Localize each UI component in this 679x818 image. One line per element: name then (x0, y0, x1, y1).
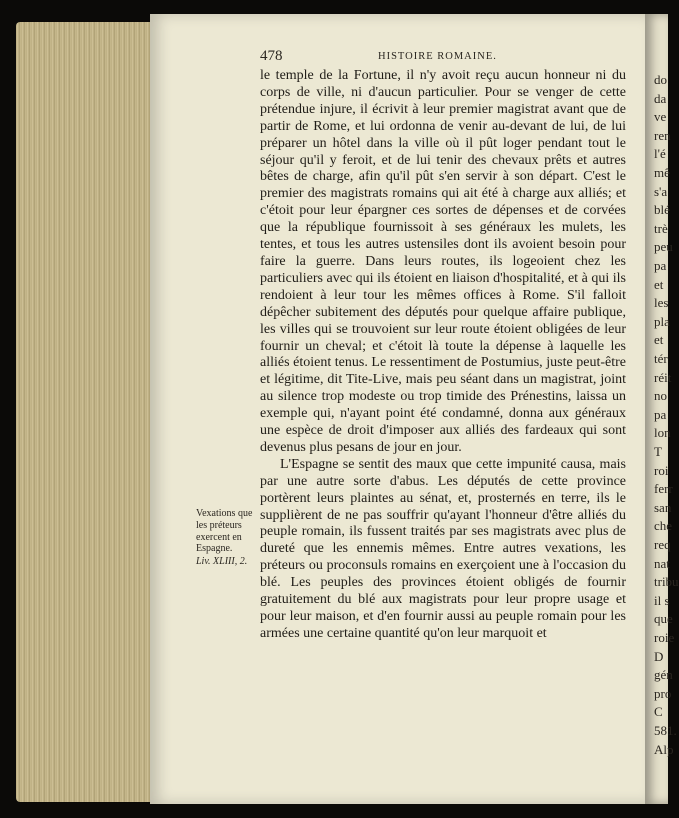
margin-note-reference: Liv. XLIII, 2. (196, 556, 248, 568)
page-number: 478 (260, 48, 283, 64)
paragraph: le temple de la Fortune, il n'y avoit reçu aucun honneur ni du corps de ville, ni d'aucun particulier. Pour se venger de cette prétendue injure, il écrivit à leur premier magistrat avant que de partir de Rome, et lui ordonna de venir au-devant de lui, de lui préparer un hôtel dans la ville où il pût loger pendant tout le séjour qu'il y feroit, et de lui tenir des chevaux prêts et autres bêtes de charge, afin qu'il pût s'en servir à son départ. C'est le premier des magistrats romains qui ait été à charge aux alliés; et c'étoit pour leur épargner ces sortes de dépenses et de corvées que la république fournissoit à ses généraux les mulets, les tentes, et tous les autres ustensiles dont ils avoient besoin pour faire la guerre. Dans leurs routes, ils logeoient chez les particuliers avec qui ils étoient en liaison d'hospitalité, et à qui ils rendoient à leur tour les mêmes offices à Rome. S'il falloit dépêcher subitement des députés pour quelque affaire publique, les villes qui se trouvoient sur leur route étoient obligées de leur fournir un cheval; et c'étoit là toute la dépense à laquelle les alliés étoient tenus. Le ressentiment de Postumius, juste peut-être et légitime, dit Tite-Live, mais peu séant dans un magistrat, joint au silence trop modeste ou trop timide des Prénestins, laissa un exemple qui, n'ayant point été condamné, donna aux généraux une espèce de droit d'imposer aux alliés des fardeaux qui sont devenus plus pesans de jour en jour. (260, 68, 626, 455)
facing-page-text: il s (654, 592, 670, 608)
paragraph: L'Espagne se sentit des maux que cette impunité causa, mais par une autre sorte d'abus. Les députés de cette province portèrent leurs plaintes au sénat, et, prosternés en terre, ils le supplièrent de ne pas souffrir qu'ayant l'honneur d'être alliés du peuple romain, ils fussent traités par ses magistrats avec plus de dureté que les ennemis mêmes. Entre autres vexations, les préteurs ou proconsuls romains en exerçoient une à l'occasion du blé. Les peuples des provinces étoient obligés de fournir gratuitement du blé aux magistrats pour leur propre usage et pour leur maison, et d'en fournir aussi au peuple romain pour les armées une certaine quantité qu'on leur marquoit et (260, 456, 626, 641)
facing-page-text: pa (654, 406, 667, 422)
facing-page-text: peu (654, 239, 673, 255)
facing-page-text: T (654, 444, 662, 459)
facing-page-text: et (654, 276, 664, 292)
facing-page-text: D (654, 648, 664, 664)
facing-page-text: req (654, 537, 671, 552)
facing-page-text: que (654, 611, 673, 627)
page-header (260, 48, 626, 66)
facing-page-text: roie (654, 630, 675, 645)
facing-page-text: trè (654, 220, 668, 236)
facing-page-text: da (654, 90, 667, 106)
facing-page-text: pro (654, 685, 672, 701)
facing-page-text: les (654, 295, 669, 311)
facing-page-text: blé (654, 202, 670, 218)
facing-page-text: san (654, 499, 672, 515)
main-text (260, 68, 626, 643)
facing-page-text: C (654, 704, 663, 720)
facing-page-text: Alp (654, 741, 674, 757)
margin-note-text: Vexations que les préteurs exercent en Espagne. (196, 508, 253, 555)
facing-page-fragment (645, 14, 679, 804)
facing-page-text: roi (654, 462, 669, 478)
facing-page-text: et (654, 332, 664, 348)
facing-page-text: pla (654, 313, 670, 329)
facing-page-text: lon (654, 425, 671, 441)
facing-page-text: do (654, 72, 667, 87)
facing-page-text: réit (654, 369, 672, 385)
facing-page-text: tribu (654, 574, 679, 590)
facing-page-text: gén (654, 667, 673, 683)
facing-page-text: l'é (654, 146, 666, 162)
margin-note (196, 508, 260, 568)
page-edges (16, 22, 166, 802)
facing-page-text: ren (654, 127, 671, 143)
facing-page-text: s'a (654, 183, 668, 199)
facing-page-text: che (654, 518, 673, 534)
facing-page-text: ve (654, 109, 667, 125)
facing-page-text: pa (654, 258, 667, 273)
facing-page-text: no (654, 388, 667, 404)
facing-page-text: 581. (654, 723, 677, 738)
facing-page-text: tér (654, 351, 668, 366)
running-head: HISTOIRE ROMAINE. (378, 51, 497, 62)
facing-page-text: ferr (654, 481, 673, 497)
facing-page-text: mê (654, 165, 670, 180)
facing-page-text: nat (654, 555, 670, 571)
